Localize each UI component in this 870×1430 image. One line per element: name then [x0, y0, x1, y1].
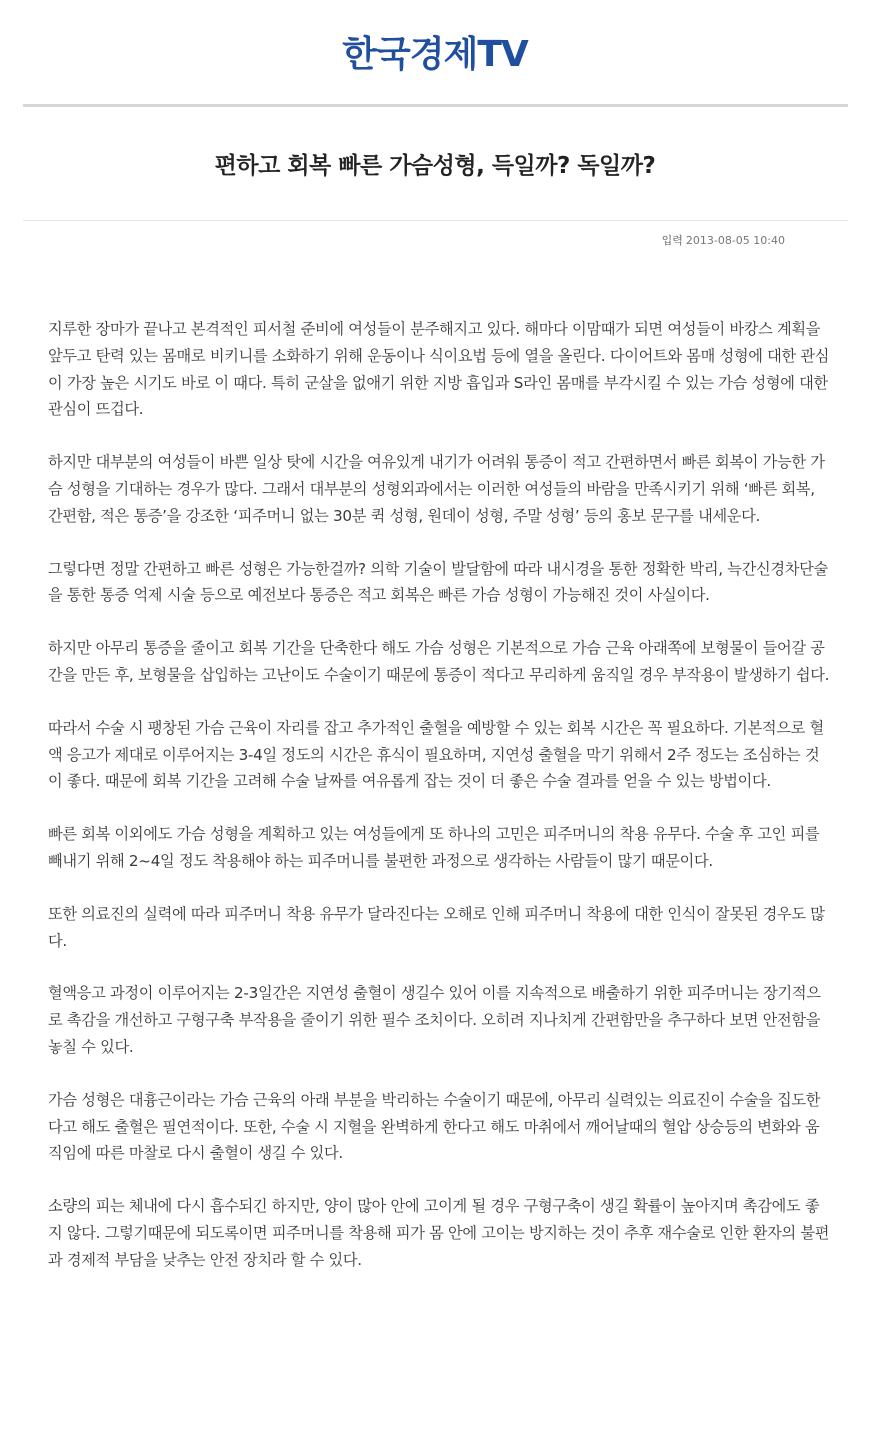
article-paragraph: 하지만 아무리 통증을 줄이고 회복 기간을 단축한다 해도 가슴 성형은 기본적으로 가슴 근육 아래쪽에 보형물이 들어갈 공간을 만든 후, 보형물을 삽입하는 고난이도 수술이기 때문에 통증이 적다고 무리하게 움직일 경우 부작용이 발생하기 쉽다.: [48, 639, 830, 684]
article-paragraph: 지루한 장마가 끝나고 본격적인 피서철 준비에 여성들이 분주해지고 있다. 해마다 이맘때가 되면 여성들이 바캉스 계획을 앞두고 탄력 있는 몸매로 비키니를 소화하기 위해 운동이나 식이요법 등에 열을 올린다. 다이어트와 몸매 성형에 대한 관심이 가장 높은 시기도 바로 이 때다. 특히 군살을 없애기 위한 지방 흡입과 S라인 몸매를 부각시킬 수 있는 가슴 성형에 대한 관심이 뜨겁다.: [48, 320, 830, 419]
article-paragraph: 빠른 회복 이외에도 가슴 성형을 계획하고 있는 여성들에게 또 하나의 고민은 피주머니의 착용 유무다. 수술 후 고인 피를 빼내기 위해 2~4일 정도 착용해야 하는 피주머니를 불편한 과정으로 생각하는 사람들이 많기 때문이다.: [48, 825, 820, 870]
article-paragraph: 그렇다면 정말 간편하고 빠른 성형은 가능한걸까? 의학 기술이 발달함에 따라 내시경을 통한 정확한 박리, 늑간신경차단술을 통한 통증 억제 시술 등으로 예전보다 통증은 적고 회복은 빠른 가슴 성형이 가능해진 것이 사실이다.: [48, 559, 828, 605]
article-paragraph: 가슴 성형은 대흉근이라는 가슴 근육의 아래 부분을 박리하는 수술이기 때문에, 아무리 실력있는 의료진이 수술을 집도한다고 해도 출혈은 필연적이다. 또한, 수술 시 지혈을 완벽하게 한다고 해도 마취에서 깨어날때의 혈압 상승등의 변화와 움직임에 따른 마찰로 다시 출혈이 생길 수 있다.: [48, 1090, 821, 1163]
article-paragraph: 혈액응고 과정이 이루어지는 2-3일간은 지연성 출혈이 생길수 있어 이를 지속적으로 배출하기 위한 피주머니는 장기적으로 촉감을 개선하고 구형구축 부작용을 줄이기 위한 필수 조치이다. 오히려 지나치게 간편함만을 추구하다 보면 안전함을 놓칠 수 있다.: [48, 984, 821, 1056]
masthead: [0, 30, 870, 80]
article-title: 편하고 회복 빠른 가슴성형, 득일까? 독일까?: [214, 153, 656, 179]
article-paragraph: 따라서 수술 시 팽창된 가슴 근육이 자리를 잡고 추가적인 출혈을 예방할 수 있는 회복 시간은 꼭 필요하다. 기본적으로 혈액 응고가 제대로 이루어지는 3-4일 정도의 시간은 휴식이 필요하며, 지연성 출혈을 막기 위해서 2주 정도는 조심하는 것이 좋다. 때문에 회복 기간을 고려해 수술 날짜를 여유롭게 잡는 것이 더 좋은 수술 결과를 얻을 수 있는 방법이다.: [48, 718, 824, 791]
article-dateline: [662, 233, 785, 249]
date-label: 입력: [661, 234, 683, 247]
title-divider: [23, 220, 848, 221]
masthead-divider: [23, 104, 848, 107]
article-body: [48, 316, 830, 1300]
article-paragraph: 또한 의료진의 실력에 따라 피주머니 착용 유무가 달라진다는 오해로 인해 피주머니 착용에 대한 인식이 잘못된 경우도 많다.: [48, 904, 825, 950]
article-paragraph: 하지만 대부분의 여성들이 바쁜 일상 탓에 시간을 여유있게 내기가 어려워 통증이 적고 간편하면서 빠른 회복이 가능한 가슴 성형을 기대하는 경우가 많다. 그래서 대부분의 성형외과에서는 이러한 여성들의 바람을 만족시키기 위해 ‘빠른 회복, 간편함, 적은 통증’을 강조한 ‘피주머니 없는 30분 퀵 성형, 원데이 성형, 주말 성형’ 등의 홍보 문구를 내세운다.: [48, 453, 825, 525]
date-value: 2013-08-05 10:40: [685, 234, 785, 247]
site-logo[interactable]: 한국경제TV: [342, 34, 528, 75]
article-paragraph: 소량의 피는 체내에 다시 흡수되긴 하지만, 양이 많아 안에 고이게 될 경우 구형구축이 생길 확률이 높아지며 촉감에도 좋지 않다. 그렇기때문에 되도록이면 피주머니를 착용해 피가 몸 안에 고이는 방지하는 것이 추후 재수술로 인한 환자의 불편과 경제적 부담을 낮추는 안전 장치라 할 수 있다.: [48, 1197, 830, 1269]
